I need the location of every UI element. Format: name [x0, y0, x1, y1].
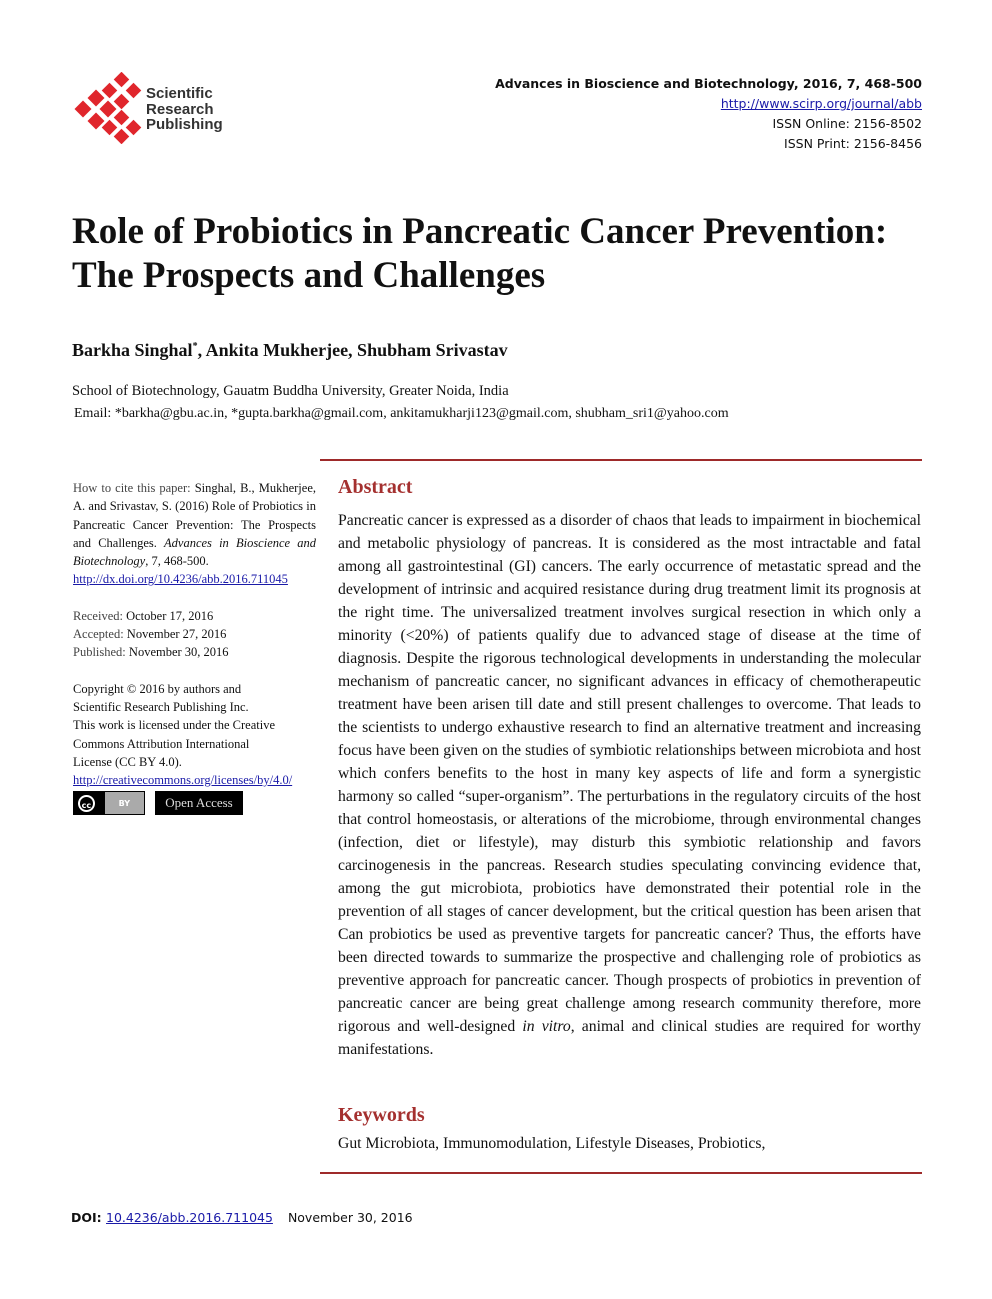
copyright-line: This work is licensed under the Creative	[73, 718, 276, 733]
sidebar-info	[73, 479, 316, 815]
cite-journal: Advances in Bioscience and Biotechnology	[73, 535, 316, 569]
corresponding-mark: *	[192, 341, 198, 352]
issn-print: ISSN Print: 2156-8456	[784, 136, 922, 151]
by-icon: BY	[105, 792, 144, 814]
issn-online: ISSN Online: 2156-8502	[772, 116, 922, 131]
abstract-body: Pancreatic cancer is expressed as a disorder of chaos that leads to impairment in biochemical and metabolic physiology of pancreas. It is considered as the most intractable and fatal among all gastrointestinal (GI) cancers. The early occurrence of metastatic spread and the development of intrinsic and acquired resistance during drug treatment limit its prognosis at the right time. The universalized treatment involves surgical resection in which only a minority (<20%) of patients qualify due to advanced stage of disease at the time of diagnosis. Despite the rigorous technological developments in understanding the molecular mechanism of pancreatic cancer, no significant advances in efficacy of chemotherapeutic treatment have been arisen till date and still present challenges to overcome. That leads to the scientists to undergo exhaustive research to find an alternative treatment and increasing focus have been given on the studies of symbiotic relationships between microbiota and host which confers benefits to the host in many key aspects of life and form a synergistic harmony so called “super-organism”. The perturbations in the regulatory circuits of the host that control homeostasis, or alterations of the microbiome, through environmental changes (infection, diet or lifestyle), may disturb this symbiotic relationship and favors carcinogenesis in the pancreas. Research studies speculating convincing evidence that, among the gut microbiota, probiotics have demonstrated their potential role in the prevention of all stages of cancer development, but the critical question has been arisen that Can probiotics be used as preventive targets for pancreatic cancer? Thus, the efforts have been directed towards to summarize the prospective and challenging role of probiotics as preventive approach for pancreatic cancer. Though prospects of probiotics in prevention of pancreatic cancer are being great challenge among research community therefore, more rigorous and well-designed	[338, 512, 921, 1035]
footer	[71, 1210, 413, 1225]
title-line: Role of Probiotics in Pancreatic Cancer Prevention:	[72, 211, 888, 252]
logo-word: Publishing	[146, 116, 223, 133]
paper-title	[72, 210, 972, 298]
journal-info	[495, 74, 922, 154]
authors	[72, 340, 508, 361]
cite-label: How to cite this paper:	[73, 481, 191, 495]
published-label: Published:	[73, 645, 126, 660]
published-value: November 30, 2016	[125, 645, 229, 660]
author-name: Barkha Singhal	[72, 340, 193, 360]
journal-url-link[interactable]: http://www.scirp.org/journal/abb	[720, 96, 922, 111]
logo-word: Scientific	[146, 85, 213, 102]
email-line: Email: *barkha@gbu.ac.in, *gupta.barkha@gmail.com, ankitamukharji123@gmail.com, shubham_sri1@yahoo.com	[74, 406, 729, 421]
keywords-section	[338, 1104, 921, 1153]
keywords-text: Gut Microbiota, Immunomodulation, Lifestyle Diseases, Probiotics,	[338, 1135, 766, 1152]
received-value: October 17, 2016	[122, 608, 214, 623]
copyright-line: Commons Attribution International	[73, 736, 250, 751]
open-access-badge[interactable]: Open Access	[155, 791, 243, 815]
divider	[320, 1172, 922, 1174]
doi-link[interactable]: http://dx.doi.org/10.4236/abb.2016.711045	[73, 572, 288, 587]
cite-text: Singhal, B., Mukherjee, A. and Srivastav, S. (2016) Role of Probiotics in Pancreatic Cancer Prevention: The Prospects and Challenges.	[73, 481, 316, 550]
abstract-text	[338, 509, 921, 1061]
abstract-italic: in vitro	[522, 1018, 571, 1035]
keywords-heading: Keywords	[338, 1104, 425, 1126]
abstract-heading: Abstract	[338, 476, 413, 498]
title-line: The Prospects and Challenges	[72, 255, 546, 296]
received-label: Received:	[73, 608, 123, 623]
cc-icon: cc	[78, 795, 95, 812]
publisher-logo-icon	[74, 72, 142, 144]
author-names: , Ankita Mukherjee, Shubham Srivastav	[197, 340, 508, 360]
divider	[320, 459, 922, 461]
copyright-line: Copyright © 2016 by authors and	[73, 681, 242, 696]
affiliation: School of Biotechnology, Gauatm Buddha University, Greater Noida, India	[72, 383, 509, 399]
cite-volume: , 7, 468-500.	[145, 554, 209, 569]
doi-label: DOI:	[71, 1210, 107, 1225]
journal-citation: Advances in Bioscience and Biotechnology, 2016, 7, 468-500	[495, 76, 922, 91]
accepted-date	[73, 625, 316, 643]
copyright-block	[73, 680, 316, 790]
received-date	[73, 607, 316, 625]
citation-block	[73, 479, 316, 589]
copyright-line: License (CC BY 4.0).	[73, 754, 182, 769]
accepted-value: November 27, 2016	[123, 627, 227, 642]
license-link[interactable]: http://creativecommons.org/licenses/by/4.0/	[73, 773, 293, 788]
published-date	[73, 643, 316, 661]
abstract-section	[338, 476, 921, 1061]
publisher-logo-text	[146, 86, 223, 133]
abstract-end: , animal and clinical studies are required for worthy manifestations.	[338, 1018, 922, 1058]
footer-date: November 30, 2016	[287, 1210, 413, 1225]
footer-doi-link[interactable]: 10.4236/abb.2016.711045	[106, 1210, 273, 1225]
accepted-label: Accepted:	[73, 627, 124, 642]
logo-word: Research	[146, 100, 214, 118]
copyright-line: Scientific Research Publishing Inc.	[73, 699, 249, 714]
cc-by-badge[interactable]	[73, 791, 145, 815]
